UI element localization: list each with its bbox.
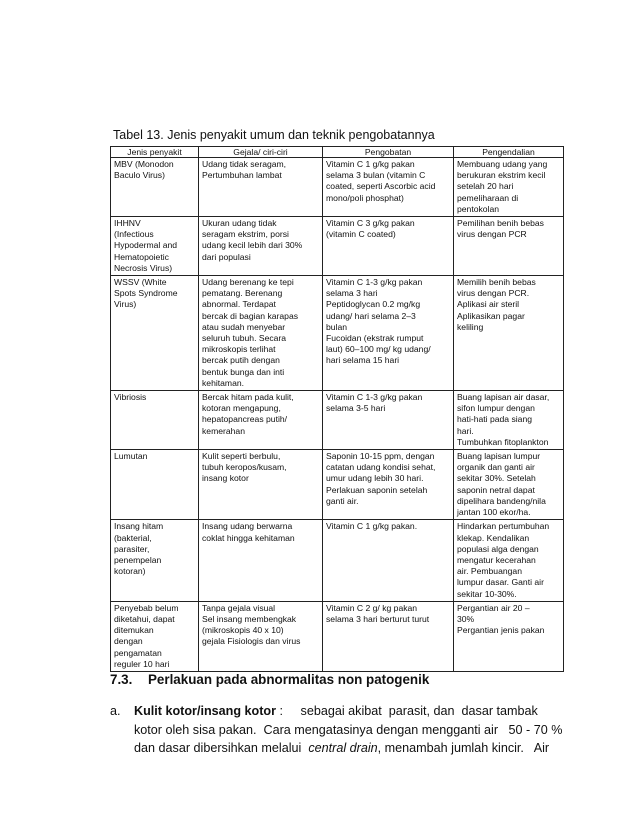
cell-text-line: Pergantian jenis pakan xyxy=(457,625,545,636)
cell-text-line: Tanpa gejala visual xyxy=(202,602,276,613)
cell-text-line: Spots Syndrome xyxy=(114,288,178,299)
cell-text-line: bercak di bagian karapas xyxy=(202,310,299,321)
cell-text-line: Insang udang berwarna xyxy=(202,521,293,532)
cell-pengobatan xyxy=(323,158,454,217)
cell-text-line: Udang berenang ke tepi xyxy=(202,277,294,288)
cell-text-line: atau sudah menyebar xyxy=(202,321,286,332)
paragraph-bold-lead: Kulit kotor/insang kotor xyxy=(134,704,277,718)
cell-text-line: dengan xyxy=(114,636,143,647)
cell-pengendalian xyxy=(454,450,564,520)
cell-text-line: bentuk bunga dan inti xyxy=(202,366,285,377)
cell-pengendalian xyxy=(454,217,564,276)
cell-jenis-penyakit xyxy=(111,391,199,450)
cell-text-line: coated, seperti Ascorbic acid xyxy=(326,181,436,192)
cell-text-line: seragam ekstrim, porsi xyxy=(202,229,289,240)
cell-gejala xyxy=(199,450,323,520)
cell-pengendalian xyxy=(454,276,564,391)
cell-text-line: sekitar 10-30%. xyxy=(457,588,517,599)
disease-table xyxy=(110,146,564,672)
cell-text-line: MBV (Monodon xyxy=(114,159,174,169)
cell-text-line: Vitamin C 3 g/kg pakan xyxy=(326,218,415,229)
cell-text-line: pemeliharaan di xyxy=(457,192,519,203)
cell-text-line: Penyebab belum xyxy=(114,602,179,613)
cell-text-line: umur udang lebih 30 hari. xyxy=(326,473,424,484)
cell-text-line: WSSV (White xyxy=(114,277,167,288)
cell-text-line: Vitamin C 1-3 g/kg pakan xyxy=(326,392,423,403)
cell-text-line: udang/ hari selama 2–3 xyxy=(326,310,416,321)
table-header-row xyxy=(111,147,564,158)
cell-text-line: penempelan xyxy=(114,554,162,565)
cell-text-line: pematang. Berenang xyxy=(202,288,283,299)
cell-text-line: virus dengan PCR. xyxy=(457,288,530,299)
cell-pengobatan xyxy=(323,217,454,276)
cell-text-line: (Infectious xyxy=(114,229,154,240)
section-heading xyxy=(110,672,429,687)
cell-text-line: hari. xyxy=(457,425,474,436)
cell-text-line: Vitamin C 1 g/kg pakan. xyxy=(326,521,418,532)
cell-text-line: pengamatan xyxy=(114,647,162,658)
cell-text-line: ditemukan xyxy=(114,625,154,636)
cell-text-line: seluruh tubuh. Secara xyxy=(202,333,287,344)
cell-text-line: Bercak hitam pada kulit, xyxy=(202,392,294,403)
cell-text-line: bulan xyxy=(326,321,348,332)
cell-text-line: Perlakuan saponin setelah xyxy=(326,484,428,495)
header-pengendalian: Pengendalian xyxy=(454,147,564,158)
cell-text-line: tubuh keropos/kusam, xyxy=(202,462,287,473)
cell-text-line: 30% xyxy=(457,613,475,624)
cell-text-line: Buang lapisan lumpur xyxy=(457,451,541,462)
cell-text-line: organik dan ganti air xyxy=(457,462,535,473)
cell-text-line: Necrosis Virus) xyxy=(114,262,173,273)
cell-text-line: diketahui, dapat xyxy=(114,613,175,624)
cell-text-line: Sel insang membengkak xyxy=(202,613,297,624)
cell-text-line: mono/poli phosphat) xyxy=(326,192,404,203)
cell-gejala xyxy=(199,217,323,276)
cell-text-line: Udang tidak seragam, xyxy=(202,159,287,169)
paragraph-line-1-rest: : sebagai akibat parasit, dan dasar tambak xyxy=(276,704,538,718)
table-row xyxy=(111,520,564,601)
cell-pengobatan xyxy=(323,450,454,520)
cell-text-line: populasi alga dengan xyxy=(457,543,539,554)
cell-gejala xyxy=(199,520,323,601)
cell-text-line: Memilih benih bebas xyxy=(457,277,536,288)
cell-text-line: Ukuran udang tidak xyxy=(202,218,277,229)
cell-jenis-penyakit xyxy=(111,520,199,601)
paragraph-line-3-b: , menambah jumlah kincir. Air xyxy=(377,741,550,755)
cell-text-line: Membuang udang yang xyxy=(457,159,548,169)
cell-text-line: selama 3 hari berturut turut xyxy=(326,613,430,624)
cell-pengobatan xyxy=(323,520,454,601)
cell-pengobatan xyxy=(323,391,454,450)
header-jenis-penyakit: Jenis penyakit xyxy=(111,147,199,158)
table-body xyxy=(111,158,564,672)
list-label: a. xyxy=(110,704,121,718)
cell-text-line: Vitamin C 1-3 g/kg pakan xyxy=(326,277,423,288)
cell-text-line: lumpur dasar. Ganti air xyxy=(457,577,544,588)
cell-jenis-penyakit xyxy=(111,601,199,671)
section-title: Perlakuan pada abnormalitas non patogenik xyxy=(148,672,430,687)
table-row xyxy=(111,601,564,671)
cell-pengobatan xyxy=(323,601,454,671)
cell-text-line: ganti air. xyxy=(326,495,359,506)
cell-text-line: Vibriosis xyxy=(114,392,147,403)
cell-text-line: udang kecil lebih dari 30% xyxy=(202,240,303,251)
cell-jenis-penyakit xyxy=(111,217,199,276)
header-gejala: Gejala/ ciri-ciri xyxy=(199,147,323,158)
cell-text-line: Buang lapisan air dasar, xyxy=(457,392,550,403)
cell-text-line: mengatur kecerahan xyxy=(457,554,536,565)
table-caption: Tabel 13. Jenis penyakit umum dan teknik pengobatannya xyxy=(113,128,435,142)
cell-text-line: laut) 60–100 mg/ kg udang/ xyxy=(326,344,431,355)
cell-text-line: Virus) xyxy=(114,299,137,310)
cell-text-line: kehitaman. xyxy=(202,377,245,388)
cell-text-line: gejala Fisiologis dan virus xyxy=(202,636,301,647)
cell-text-line: Pemilihan benih bebas xyxy=(457,218,544,229)
cell-text-line: kotoran) xyxy=(114,566,146,577)
table-row xyxy=(111,217,564,276)
cell-text-line: mikroskopis terlihat xyxy=(202,344,276,355)
cell-text-line: Pertumbuhan lambat xyxy=(202,170,282,181)
cell-text-line: dari populasi xyxy=(202,251,251,262)
cell-text-line: kotoran mengapung, xyxy=(202,403,281,414)
cell-text-line: berukuran ekstrim kecil xyxy=(457,170,546,181)
cell-text-line: Fucoidan (ekstrak rumput xyxy=(326,333,424,344)
paragraph-italic-term: central drain xyxy=(308,741,378,755)
header-pengobatan: Pengobatan xyxy=(323,147,454,158)
cell-jenis-penyakit xyxy=(111,450,199,520)
cell-text-line: Aplikasi air steril xyxy=(457,299,520,310)
table-row xyxy=(111,450,564,520)
cell-text-line: klekap. Kendalikan xyxy=(457,532,530,543)
cell-pengendalian xyxy=(454,601,564,671)
cell-jenis-penyakit xyxy=(111,158,199,217)
cell-text-line: air. Pembuangan xyxy=(457,566,522,577)
cell-text-line: catatan udang kondisi sehat, xyxy=(326,462,436,473)
cell-text-line: IHHNV xyxy=(114,218,141,229)
paragraph-line-1 xyxy=(110,702,563,721)
cell-text-line: selama 3 bulan (vitamin C xyxy=(326,170,426,181)
table-row xyxy=(111,158,564,217)
cell-text-line: hari selama 15 hari xyxy=(326,355,400,366)
paragraph-line-3-a: dan dasar dibersihkan melalui xyxy=(134,741,309,755)
cell-text-line: kemerahan xyxy=(202,425,245,436)
table-row xyxy=(111,276,564,391)
cell-pengendalian xyxy=(454,158,564,217)
cell-text-line: Saponin 10-15 ppm, dengan xyxy=(326,451,435,462)
paragraph-line-2: kotor oleh sisa pakan. Cara mengatasinya dengan mengganti air 50 - 70 % xyxy=(134,722,563,737)
cell-text-line: Tumbuhkan fitoplankton xyxy=(457,436,549,447)
cell-text-line: Vitamin C 2 g/ kg pakan xyxy=(326,602,418,613)
cell-text-line: Lumutan xyxy=(114,451,148,462)
cell-gejala xyxy=(199,601,323,671)
cell-gejala xyxy=(199,276,323,391)
cell-text-line: dipelihara bandeng/nila xyxy=(457,495,546,506)
cell-text-line: virus dengan PCR xyxy=(457,229,527,240)
cell-text-line: parasiter, xyxy=(114,543,150,554)
cell-text-line: jantan 100 ekor/ha. xyxy=(457,507,531,518)
cell-pengendalian xyxy=(454,520,564,601)
cell-text-line: Hindarkan pertumbuhan xyxy=(457,521,550,532)
cell-pengobatan xyxy=(323,276,454,391)
cell-gejala xyxy=(199,158,323,217)
cell-text-line: reguler 10 hari xyxy=(114,658,170,669)
cell-text-line: bercak putih dengan xyxy=(202,355,280,366)
cell-text-line: selama 3-5 hari xyxy=(326,403,386,414)
cell-text-line: Hematopoietic xyxy=(114,251,169,262)
cell-text-line: insang kotor xyxy=(202,473,249,484)
cell-text-line: keliling xyxy=(457,321,484,332)
cell-text-line: Hypodermal and xyxy=(114,240,178,251)
cell-jenis-penyakit xyxy=(111,276,199,391)
cell-text-line: Peptidoglycan 0.2 mg/kg xyxy=(326,299,421,310)
cell-text-line: hati-hati pada siang xyxy=(457,414,533,425)
cell-text-line: coklat hingga kehitaman xyxy=(202,532,295,543)
table-row xyxy=(111,391,564,450)
cell-text-line: (vitamin C coated) xyxy=(326,229,396,240)
cell-text-line: selama 3 hari xyxy=(326,288,378,299)
cell-text-line: sekitar 30%. Setelah xyxy=(457,473,536,484)
cell-text-line: hepatopancreas putih/ xyxy=(202,414,288,425)
cell-text-line: Aplikasikan pagar xyxy=(457,310,525,321)
section-number: 7.3. xyxy=(110,672,133,687)
cell-text-line: abnormal. Terdapat xyxy=(202,299,276,310)
cell-text-line: pentokolan xyxy=(457,203,500,214)
cell-text-line: Baculo Virus) xyxy=(114,170,165,181)
paragraph-a xyxy=(110,702,563,758)
cell-text-line: Vitamin C 1 g/kg pakan xyxy=(326,159,415,169)
paragraph-line-3 xyxy=(110,739,563,758)
cell-text-line: Kulit seperti berbulu, xyxy=(202,451,281,462)
cell-text-line: Pergantian air 20 – xyxy=(457,602,530,613)
cell-pengendalian xyxy=(454,391,564,450)
cell-text-line: Insang hitam xyxy=(114,521,164,532)
cell-text-line: sifon lumpur dengan xyxy=(457,403,535,414)
cell-text-line: setelah 20 hari xyxy=(457,181,514,192)
cell-text-line: (mikroskopis 40 x 10) xyxy=(202,625,284,636)
cell-text-line: saponin netral dapat xyxy=(457,484,535,495)
cell-text-line: (bakterial, xyxy=(114,532,152,543)
cell-gejala xyxy=(199,391,323,450)
